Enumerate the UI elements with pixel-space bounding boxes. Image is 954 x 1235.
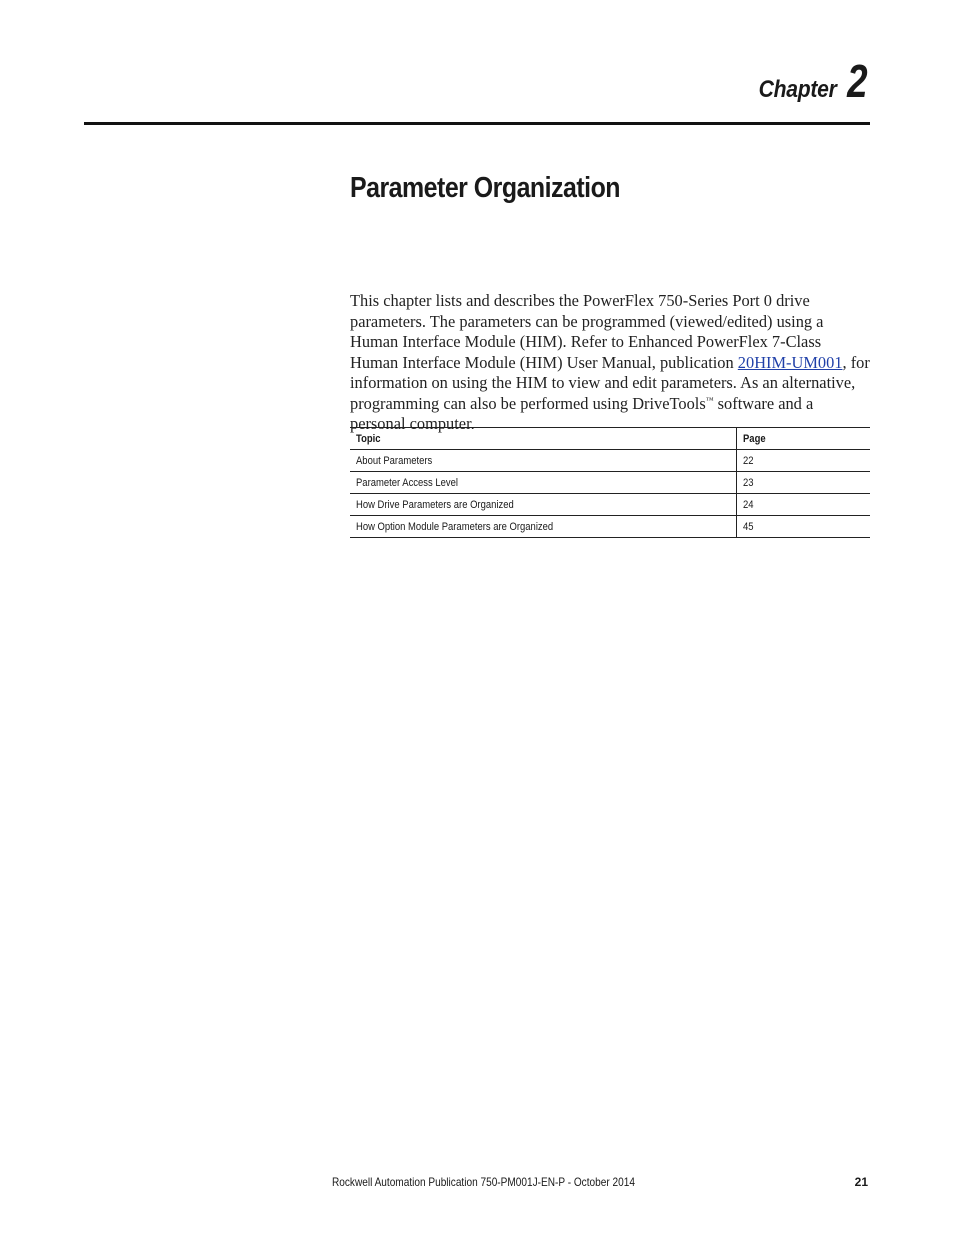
chapter-label: Chapter (758, 76, 837, 103)
footer-page-number: 21 (854, 1175, 868, 1189)
topic-cell: Parameter Access Level (350, 472, 737, 494)
chapter-number: 2 (847, 55, 868, 107)
page-cell: 23 (737, 472, 871, 494)
page-cell: 24 (737, 494, 871, 516)
intro-text-end: software and a personal computer. (350, 393, 814, 433)
topic-cell: How Option Module Parameters are Organized (350, 516, 737, 538)
footer-publication: Rockwell Automation Publication 750-PM001J-EN-P - October 2014 (332, 1175, 635, 1189)
header-page: Page (737, 428, 871, 450)
trademark-symbol: ™ (705, 395, 714, 405)
intro-text-before: This chapter lists and describes the PowerFlex 750-Series Port 0 drive parameters. The parameters can be programmed (viewed/edited) using a Human Interface Module (HIM). Refer to Enhanced PowerFlex 7-Class Human Interface Module (HIM) User Manual, publication (350, 291, 824, 372)
page-cell: 45 (737, 516, 871, 538)
topic-cell: How Drive Parameters are Organized (350, 494, 737, 516)
intro-paragraph (350, 291, 870, 435)
page-footer (0, 1175, 954, 1191)
chapter-divider (84, 122, 870, 125)
page-title: Parameter Organization (350, 172, 621, 204)
page-cell: 22 (737, 450, 871, 472)
table-row (350, 516, 870, 538)
chapter-heading (748, 55, 868, 114)
intro-text-after-link: , for information on using the HIM to view and edit parameters. As an alternative, programming can also be performed using DriveTools (350, 352, 870, 413)
table-row (350, 450, 870, 472)
table-row (350, 494, 870, 516)
topics-table (350, 427, 870, 538)
header-topic: Topic (350, 428, 737, 450)
topic-cell: About Parameters (350, 450, 737, 472)
table-header-row (350, 428, 870, 450)
publication-link[interactable]: 20HIM-UM001 (737, 352, 843, 372)
table-row (350, 472, 870, 494)
